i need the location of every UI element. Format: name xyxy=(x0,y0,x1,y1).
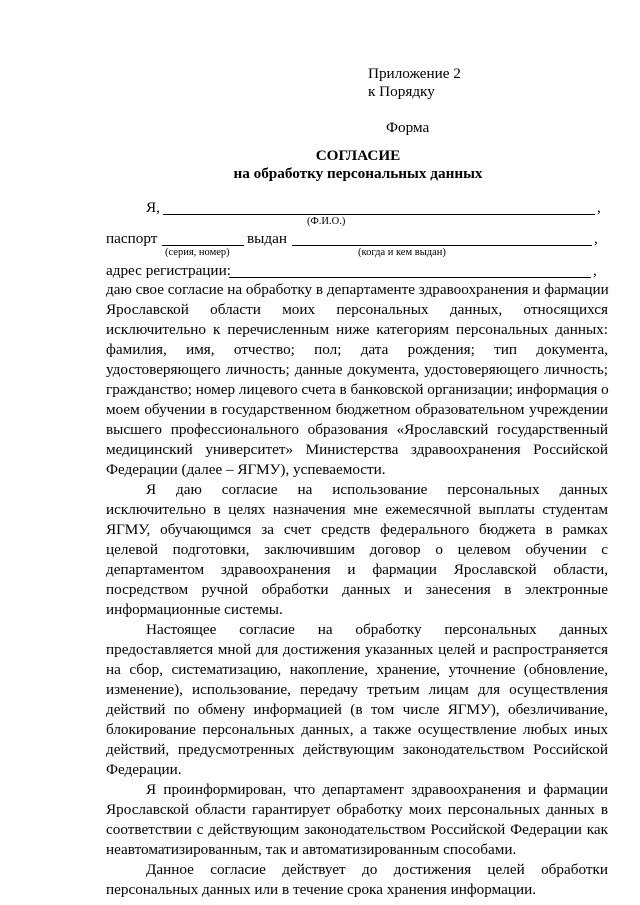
body-line: информационные системы. xyxy=(106,601,283,618)
body-line: департаментом здравоохранения и фармации Ярославской области, xyxy=(106,561,608,578)
body-line: изменение), использование, передачу третьим лицам для осуществления xyxy=(106,681,608,698)
body-line: неавтоматизированным, так и автоматизированным способами. xyxy=(106,841,517,858)
fio-comma: , xyxy=(597,199,601,216)
body-line: моем обучении в государственном бюджетном образовательном учреждении xyxy=(106,401,608,418)
passport-label: паспорт xyxy=(106,230,158,247)
issued-label: выдан xyxy=(247,230,287,247)
body-line: Данное согласие действует до достижения целей обработки xyxy=(146,861,608,878)
order-reference: к Порядку xyxy=(368,83,435,100)
body-line: на сбор, систематизацию, накопление, хранение, уточнение (обновление, xyxy=(106,661,608,678)
form-label: Форма xyxy=(386,119,430,136)
body-line: высшего профессионального образования «Ярославский государственный xyxy=(106,421,608,438)
fio-caption: (Ф.И.О.) xyxy=(307,216,346,227)
body-line: медицинский университет» Министерства здравоохранения Российской xyxy=(106,441,608,458)
appendix-label: Приложение 2 xyxy=(368,65,461,82)
ya-label: Я, xyxy=(146,199,160,216)
address-blank-line xyxy=(229,277,591,278)
body-line: посредством ручной обработки данных и занесения в электронные xyxy=(106,581,608,598)
address-comma: , xyxy=(593,262,597,279)
body-line: персональных данных или в течение срока хранения информации. xyxy=(106,881,537,898)
body-line: Федерации. xyxy=(106,761,182,778)
body-line: Ярославской области гарантирует обработку моих персональных данных в xyxy=(106,801,608,818)
body-line: Настоящее согласие на обработку персональных данных xyxy=(146,621,608,638)
body-line: соответствии с действующим законодательством Российской Федерации как xyxy=(106,821,608,838)
body-line: даю свое согласие на обработку в департаменте здравоохранения и фармации xyxy=(106,281,609,298)
fio-blank-line xyxy=(163,214,595,215)
body-line: гражданство; номер лицевого счета в банковской организации; информация о xyxy=(106,381,609,398)
body-line: удостоверяющего личность; данные документа, удостоверяющего личность; xyxy=(106,361,608,378)
body-line: блокирование персональных данных, а также осуществление любых иных xyxy=(106,721,608,738)
body-line: действий по обмену информацией (в том числе ЯГМУ), обезличивание, xyxy=(106,701,608,718)
series-caption: (серия, номер) xyxy=(165,247,230,258)
body-line: исключительно к перечисленным ниже категориям персональных данных: xyxy=(106,321,608,338)
body-line: Я проинформирован, что департамент здравоохранения и фармации xyxy=(146,781,608,798)
passport-series-blank-line xyxy=(162,245,244,246)
body-line: исключительно в целях назначения мне ежемесячной выплаты студентам xyxy=(106,501,608,518)
body-line: ЯГМУ, обучающимся за счет средств федерального бюджета в рамках xyxy=(106,521,608,538)
body-line: действий, предусмотренных действующим законодательством Российской xyxy=(106,741,608,758)
body-line: Я даю согласие на использование персональных данных xyxy=(146,481,608,498)
body-line: Федерации (далее – ЯГМУ), успеваемости. xyxy=(106,461,386,478)
address-label: адрес регистрации: xyxy=(106,262,231,279)
body-line: Ярославской области моих персональных данных, относящихся xyxy=(106,301,608,318)
document-title: СОГЛАСИЕ xyxy=(315,147,401,164)
body-line: целевой подготовки, заключившим договор о целевом обучении с xyxy=(106,541,608,558)
body-line: предоставляется мной для достижения указанных целей и распространяется xyxy=(106,641,608,658)
issued-caption: (когда и кем выдан) xyxy=(358,247,446,258)
issued-comma: , xyxy=(594,230,598,247)
document-subtitle: на обработку персональных данных xyxy=(233,165,483,182)
issued-by-blank-line xyxy=(292,245,592,246)
body-line: фамилия, имя, отчество; пол; дата рождения; тип документа, xyxy=(106,341,608,358)
